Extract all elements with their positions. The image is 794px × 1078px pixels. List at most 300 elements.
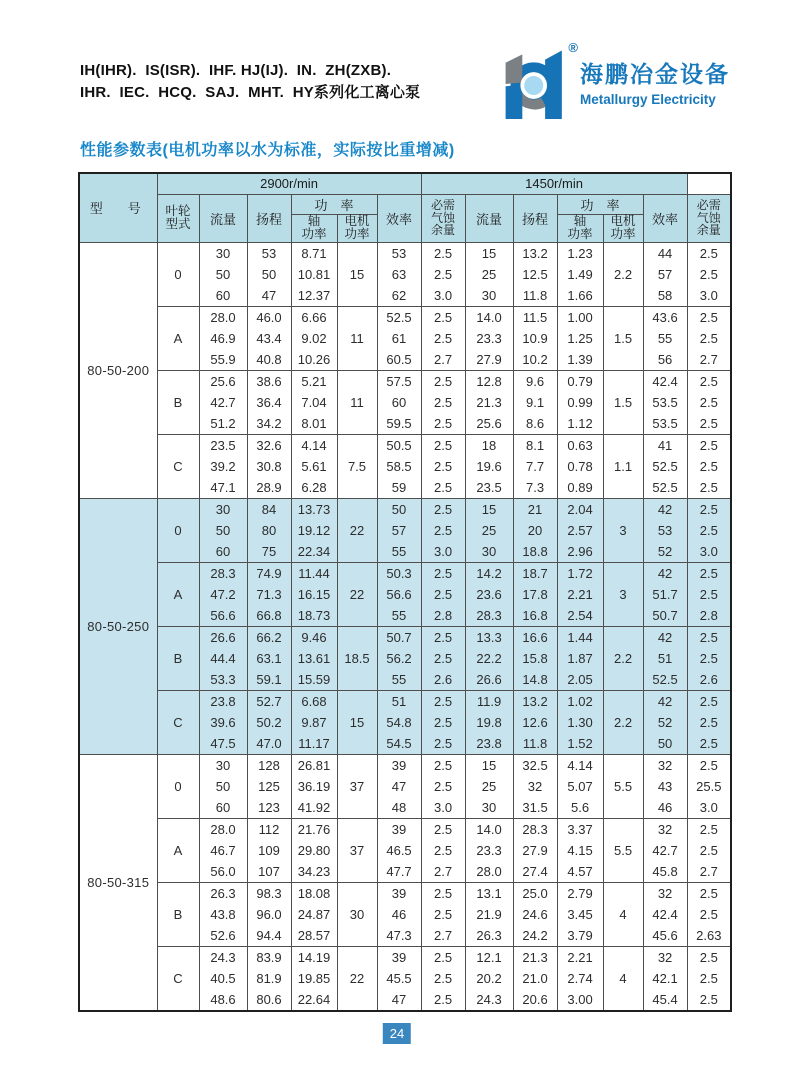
efficiency-cell-1450	[643, 306, 687, 370]
npsh-cell-1450-value: 2.5	[699, 309, 718, 325]
flow-cell-2900-value: 50	[215, 778, 231, 794]
impeller-cell: B	[157, 626, 199, 690]
impeller-cell: C	[157, 690, 199, 754]
head-cell-1450-value: 10.9	[522, 330, 548, 346]
flow-cell-2900	[199, 754, 247, 818]
flow-cell-2900-value: 30	[215, 501, 231, 517]
npsh-cell-1450-value: 3.0	[699, 543, 718, 559]
efficiency-cell-1450-value: 53	[657, 522, 673, 538]
shaft-power-cell-1450-value: 1.00	[567, 309, 593, 325]
head-cell-2900	[247, 626, 291, 690]
motor-power-cell-1450: 4	[603, 882, 643, 946]
npsh-cell-1450-value: 25.5	[696, 778, 722, 794]
head-cell-1450-value: 7.7	[525, 458, 545, 474]
efficiency-cell-2900-value: 59.5	[386, 415, 412, 431]
head-cell-1450-value: 7.3	[525, 479, 545, 495]
head-cell-2900-value: 50.2	[256, 714, 282, 730]
head-cell-1450-value: 16.8	[522, 607, 548, 623]
shaft-power-cell-1450-value: 0.63	[567, 437, 593, 453]
company-logo	[498, 40, 742, 124]
efficiency-cell-1450-value: 51	[657, 650, 673, 666]
npsh-cell-2900-value: 2.5	[433, 522, 453, 538]
head-cell-1450	[513, 754, 557, 818]
shaft-power-cell-2900-value: 11.17	[298, 735, 330, 751]
efficiency-cell-1450-value: 42	[657, 693, 673, 709]
npsh-cell-1450-value: 2.5	[699, 330, 718, 346]
head-cell-2900-value: 123	[258, 799, 280, 815]
npsh-cell-1450-value: 2.5	[699, 245, 718, 261]
npsh-cell-1450-value: 2.5	[699, 415, 718, 431]
flow-cell-1450-value: 26.3	[476, 927, 502, 943]
group-row	[79, 498, 731, 562]
shaft-power-cell-2900-value: 22.34	[297, 543, 331, 559]
efficiency-cell-2900-value: 47.3	[386, 927, 412, 943]
head-cell-1450-value: 18.7	[522, 565, 548, 581]
efficiency-cell-2900	[377, 434, 421, 498]
head-cell-1450-value: 24.6	[522, 906, 548, 922]
flow-cell-2900-value: 50	[215, 266, 231, 282]
shaft-power-cell-1450-value: 2.96	[567, 543, 593, 559]
shaft-power-cell-2900-value: 15.59	[297, 671, 331, 687]
head-cell-1450-value: 21.0	[522, 970, 548, 986]
series-codes	[80, 60, 420, 104]
efficiency-cell-1450-value: 45.8	[652, 863, 678, 879]
head-cell-2900-value: 43.4	[256, 330, 282, 346]
flow-cell-1450-value: 21.9	[476, 906, 502, 922]
shaft-power-cell-2900-value: 16.15	[297, 586, 331, 602]
efficiency-cell-1450-value: 41	[657, 437, 673, 453]
npsh-cell-2900-value: 2.8	[433, 607, 453, 623]
motor-power-cell-1450: 2.2	[603, 690, 643, 754]
flow-cell-2900-value: 26.6	[210, 629, 236, 645]
head-cell-2900-value: 84	[261, 501, 277, 517]
flow-cell-2900	[199, 690, 247, 754]
npsh-cell-2900-value: 2.5	[433, 501, 453, 517]
efficiency-cell-1450-value: 50.7	[652, 607, 678, 623]
flow-cell-1450-value: 28.0	[476, 863, 502, 879]
motor-power-cell-2900: 7.5	[337, 434, 377, 498]
shaft-power-cell-1450	[557, 562, 603, 626]
motor-power-cell-1450: 3	[603, 562, 643, 626]
efficiency-cell-1450	[643, 690, 687, 754]
head-cell-2900-value: 32.6	[256, 437, 282, 453]
flow-cell-2900-value: 48.6	[210, 991, 236, 1007]
efficiency-cell-2900-value: 53	[391, 245, 407, 261]
npsh-cell-1450-value: 2.5	[699, 266, 718, 282]
group-row	[79, 882, 731, 946]
flow-cell-1450-value: 28.3	[476, 607, 502, 623]
efficiency-cell-2900	[377, 754, 421, 818]
shaft-power-cell-2900-value: 10.81	[297, 266, 331, 282]
motor-power-cell-1450: 1.5	[603, 370, 643, 434]
logo-name-cn: 海鹏冶金设备	[580, 61, 730, 87]
npsh-cell-1450	[687, 498, 731, 562]
npsh-cell-2900-value: 2.7	[433, 863, 453, 879]
shaft-power-cell-2900-value: 41.92	[297, 799, 331, 815]
shaft-power-cell-1450	[557, 882, 603, 946]
npsh-cell-2900-value: 2.5	[433, 949, 453, 965]
npsh-cell-2900-value: 3.0	[433, 287, 453, 303]
flow-cell-1450-value: 23.8	[476, 735, 502, 751]
flow-cell-2900	[199, 562, 247, 626]
flow-cell-1450-value: 25	[481, 522, 497, 538]
shaft-power-cell-2900	[291, 818, 337, 882]
shaft-power-cell-2900-value: 19.85	[297, 970, 331, 986]
shaft-power-cell-1450-value: 4.57	[567, 863, 593, 879]
npsh-cell-1450-value: 2.5	[699, 522, 718, 538]
efficiency-cell-2900-value: 50.7	[386, 629, 412, 645]
head-cell-2900-value: 66.8	[256, 607, 282, 623]
motor-power-cell-1450: 2.2	[603, 242, 643, 306]
efficiency-cell-2900-value: 46	[391, 906, 407, 922]
flow-cell-2900-value: 40.5	[210, 970, 236, 986]
flow-cell-1450-value: 26.6	[476, 671, 502, 687]
head-cell-1450-value: 11.5	[522, 309, 548, 325]
header-speed-1450: 1450r/min	[421, 173, 687, 194]
header-shaft-power-2900: 轴 功率	[291, 214, 337, 242]
shaft-power-cell-2900-value: 26.81	[297, 757, 331, 773]
head-cell-1450	[513, 626, 557, 690]
flow-cell-2900-value: 50	[215, 522, 231, 538]
shaft-power-cell-1450-value: 0.89	[567, 479, 593, 495]
efficiency-cell-1450	[643, 754, 687, 818]
efficiency-cell-2900-value: 50	[391, 501, 407, 517]
header-power-1450: 功 率	[557, 194, 643, 214]
flow-cell-2900-value: 28.0	[210, 309, 236, 325]
head-cell-2900-value: 36.4	[256, 394, 282, 410]
header-model: 型 号	[79, 173, 157, 242]
flow-cell-2900-value: 52.6	[210, 927, 236, 943]
npsh-cell-2900-value: 2.5	[433, 629, 453, 645]
flow-cell-1450-value: 15	[481, 245, 497, 261]
npsh-cell-2900-value: 2.5	[433, 245, 453, 261]
npsh-cell-2900-value: 3.0	[433, 543, 453, 559]
group-row	[79, 434, 731, 498]
flow-cell-1450-value: 12.1	[476, 949, 502, 965]
flow-cell-2900-value: 28.0	[210, 821, 236, 837]
npsh-cell-1450-value: 2.7	[699, 863, 718, 879]
flow-cell-2900	[199, 946, 247, 1011]
efficiency-cell-1450-value: 45.6	[652, 927, 678, 943]
shaft-power-cell-1450-value: 3.37	[567, 821, 593, 837]
flow-cell-1450-value: 22.2	[476, 650, 502, 666]
logo-mark-icon	[498, 40, 578, 124]
efficiency-cell-2900-value: 55	[391, 607, 407, 623]
header-speed-2900: 2900r/min	[157, 173, 421, 194]
efficiency-cell-2900	[377, 946, 421, 1011]
npsh-cell-1450	[687, 370, 731, 434]
npsh-cell-1450-value: 2.63	[696, 927, 722, 943]
npsh-cell-2900-value: 2.5	[433, 970, 453, 986]
shaft-power-cell-1450-value: 1.52	[567, 735, 593, 751]
efficiency-cell-1450-value: 42.7	[652, 842, 678, 858]
head-cell-2900-value: 40.8	[256, 351, 282, 367]
npsh-cell-1450-value: 2.5	[699, 842, 718, 858]
head-cell-2900-value: 59.1	[256, 671, 282, 687]
shaft-power-cell-1450-value: 2.57	[567, 522, 593, 538]
shaft-power-cell-2900-value: 36.19	[297, 778, 331, 794]
head-cell-1450	[513, 562, 557, 626]
npsh-cell-1450-value: 2.5	[699, 501, 718, 517]
head-cell-2900-value: 94.4	[256, 927, 282, 943]
efficiency-cell-2900	[377, 370, 421, 434]
h-monogram-icon	[498, 44, 574, 124]
npsh-cell-1450	[687, 818, 731, 882]
efficiency-cell-2900-value: 63	[391, 266, 407, 282]
efficiency-cell-2900	[377, 498, 421, 562]
head-cell-2900-value: 75	[261, 543, 277, 559]
flow-cell-2900-value: 46.9	[210, 330, 236, 346]
efficiency-cell-1450-value: 58	[657, 287, 673, 303]
npsh-cell-1450	[687, 242, 731, 306]
shaft-power-cell-2900-value: 24.87	[297, 906, 331, 922]
flow-cell-2900-value: 60	[215, 799, 231, 815]
efficiency-cell-2900-value: 51	[391, 693, 407, 709]
series-line-1: IH(IHR). IS(ISR). IHF. HJ(IJ). IN. ZH(ZXB).	[80, 62, 392, 79]
flow-cell-1450	[465, 882, 513, 946]
shaft-power-cell-2900-value: 29.80	[297, 842, 331, 858]
flow-cell-2900-value: 51.2	[210, 415, 236, 431]
head-cell-2900	[247, 370, 291, 434]
shaft-power-cell-1450-value: 3.79	[567, 927, 593, 943]
head-cell-1450-value: 25.0	[522, 885, 548, 901]
efficiency-cell-2900-value: 59	[391, 479, 407, 495]
motor-power-cell-2900: 11	[337, 370, 377, 434]
npsh-cell-1450-value: 2.5	[699, 991, 718, 1007]
flow-cell-2900	[199, 370, 247, 434]
efficiency-cell-1450-value: 57	[657, 266, 673, 282]
head-cell-1450-value: 32.5	[522, 757, 548, 773]
header-npsh-1450: 必需 气蚀 余量	[687, 194, 731, 242]
head-cell-2900	[247, 946, 291, 1011]
efficiency-cell-1450-value: 46	[657, 799, 673, 815]
performance-table-wrap	[78, 172, 732, 1012]
npsh-cell-2900-value: 2.5	[433, 266, 453, 282]
efficiency-cell-2900	[377, 626, 421, 690]
head-cell-2900-value: 28.9	[256, 479, 282, 495]
npsh-cell-1450	[687, 434, 731, 498]
npsh-cell-1450-value: 2.6	[699, 671, 718, 687]
efficiency-cell-2900	[377, 562, 421, 626]
head-cell-2900-value: 46.0	[256, 309, 282, 325]
npsh-cell-2900	[421, 498, 465, 562]
head-cell-2900	[247, 242, 291, 306]
shaft-power-cell-2900-value: 9.02	[301, 330, 327, 346]
flow-cell-1450-value: 25	[481, 266, 497, 282]
head-cell-2900-value: 34.2	[256, 415, 282, 431]
efficiency-cell-2900-value: 50.3	[386, 565, 412, 581]
flow-cell-2900	[199, 242, 247, 306]
shaft-power-cell-1450	[557, 818, 603, 882]
head-cell-1450-value: 17.8	[522, 586, 548, 602]
efficiency-cell-1450-value: 53.5	[652, 415, 678, 431]
efficiency-cell-2900-value: 54.5	[386, 735, 412, 751]
flow-cell-1450-value: 13.1	[476, 885, 502, 901]
efficiency-cell-1450-value: 51.7	[652, 586, 678, 602]
head-cell-1450-value: 21	[527, 501, 543, 517]
head-cell-1450-value: 28.3	[522, 821, 548, 837]
shaft-power-cell-2900-value: 22.64	[297, 991, 331, 1007]
efficiency-cell-1450-value: 42	[657, 629, 673, 645]
group-row	[79, 242, 731, 306]
efficiency-cell-2900-value: 62	[391, 287, 407, 303]
flow-cell-2900-value: 30	[215, 757, 231, 773]
shaft-power-cell-2900-value: 11.44	[298, 565, 330, 581]
head-cell-1450-value: 10.2	[522, 351, 548, 367]
flow-cell-1450-value: 14.0	[476, 309, 502, 325]
flow-cell-1450-value: 15	[481, 501, 497, 517]
efficiency-cell-2900-value: 39	[391, 949, 407, 965]
header-flow-1450: 流量	[465, 194, 513, 242]
head-cell-2900	[247, 498, 291, 562]
impeller-cell: 0	[157, 498, 199, 562]
npsh-cell-1450-value: 2.5	[699, 693, 718, 709]
shaft-power-cell-2900	[291, 434, 337, 498]
head-cell-1450-value: 9.1	[525, 394, 545, 410]
npsh-cell-2900	[421, 946, 465, 1011]
efficiency-cell-1450-value: 55	[657, 330, 673, 346]
npsh-cell-1450-value: 2.7	[699, 351, 718, 367]
shaft-power-cell-1450-value: 1.02	[567, 693, 593, 709]
shaft-power-cell-1450	[557, 626, 603, 690]
flow-cell-1450-value: 18	[481, 437, 497, 453]
header-eff-2900: 效率	[377, 194, 421, 242]
efficiency-cell-1450-value: 52.5	[652, 458, 678, 474]
efficiency-cell-2900-value: 47.7	[386, 863, 412, 879]
npsh-cell-1450-value: 2.5	[699, 458, 718, 474]
flow-cell-1450-value: 11.9	[476, 693, 502, 709]
flow-cell-2900-value: 23.5	[210, 437, 236, 453]
motor-power-cell-1450: 2.2	[603, 626, 643, 690]
efficiency-cell-1450	[643, 562, 687, 626]
head-cell-2900-value: 125	[258, 778, 280, 794]
npsh-cell-1450-value: 2.5	[699, 394, 718, 410]
motor-power-cell-2900: 11	[337, 306, 377, 370]
shaft-power-cell-2900-value: 6.66	[301, 309, 327, 325]
shaft-power-cell-1450-value: 1.66	[567, 287, 593, 303]
group-row	[79, 754, 731, 818]
performance-table	[78, 172, 732, 1012]
efficiency-cell-2900-value: 54.8	[386, 714, 412, 730]
npsh-cell-1450-value: 2.5	[699, 821, 718, 837]
flow-cell-1450	[465, 306, 513, 370]
npsh-cell-2900-value: 2.5	[433, 757, 453, 773]
flow-cell-1450	[465, 498, 513, 562]
flow-cell-1450-value: 30	[481, 543, 497, 559]
flow-cell-2900-value: 55.9	[210, 351, 236, 367]
flow-cell-1450	[465, 434, 513, 498]
shaft-power-cell-2900-value: 10.26	[297, 351, 331, 367]
head-cell-1450-value: 27.9	[522, 842, 548, 858]
npsh-cell-1450-value: 2.5	[699, 565, 718, 581]
npsh-cell-2900-value: 2.5	[433, 437, 453, 453]
flow-cell-2900	[199, 306, 247, 370]
npsh-cell-2900-value: 2.5	[433, 991, 453, 1007]
efficiency-cell-1450	[643, 242, 687, 306]
npsh-cell-1450-value: 2.5	[699, 906, 718, 922]
npsh-cell-2900-value: 2.5	[433, 693, 453, 709]
head-cell-1450-value: 11.8	[522, 287, 548, 303]
head-cell-2900	[247, 306, 291, 370]
efficiency-cell-1450-value: 32	[657, 821, 673, 837]
head-cell-2900-value: 30.8	[256, 458, 282, 474]
shaft-power-cell-2900-value: 9.46	[301, 629, 327, 645]
npsh-cell-1450	[687, 306, 731, 370]
shaft-power-cell-1450-value: 0.99	[567, 394, 593, 410]
efficiency-cell-1450	[643, 626, 687, 690]
flow-cell-1450-value: 30	[481, 799, 497, 815]
efficiency-cell-1450-value: 52.5	[652, 479, 678, 495]
head-cell-1450-value: 12.6	[522, 714, 548, 730]
head-cell-2900-value: 83.9	[256, 949, 282, 965]
efficiency-cell-1450-value: 42	[657, 501, 673, 517]
npsh-cell-2900-value: 2.7	[433, 351, 453, 367]
shaft-power-cell-2900-value: 8.71	[301, 245, 327, 261]
head-cell-2900-value: 112	[258, 821, 280, 837]
flow-cell-2900-value: 56.6	[210, 607, 236, 623]
impeller-cell: B	[157, 370, 199, 434]
shaft-power-cell-2900	[291, 498, 337, 562]
table-body	[79, 242, 731, 1011]
npsh-cell-1450-value: 2.5	[699, 949, 718, 965]
flow-cell-1450-value: 12.8	[476, 373, 502, 389]
npsh-cell-2900-value: 2.5	[433, 821, 453, 837]
model-cell: 80-50-315	[79, 754, 157, 1011]
efficiency-cell-2900-value: 60	[391, 394, 407, 410]
motor-power-cell-1450: 4	[603, 946, 643, 1011]
npsh-cell-2900	[421, 242, 465, 306]
impeller-cell: 0	[157, 242, 199, 306]
head-cell-1450-value: 24.2	[522, 927, 548, 943]
head-cell-1450-value: 9.6	[525, 373, 545, 389]
head-cell-1450-value: 11.8	[522, 735, 548, 751]
shaft-power-cell-2900-value: 18.73	[297, 607, 331, 623]
head-cell-1450	[513, 690, 557, 754]
efficiency-cell-1450	[643, 370, 687, 434]
group-row	[79, 690, 731, 754]
efficiency-cell-2900-value: 46.5	[386, 842, 412, 858]
efficiency-cell-2900-value: 61	[391, 330, 407, 346]
head-cell-1450-value: 18.8	[522, 543, 548, 559]
flow-cell-2900-value: 46.7	[210, 842, 236, 858]
head-cell-1450-value: 20	[527, 522, 543, 538]
motor-power-cell-2900: 15	[337, 690, 377, 754]
header-flow-2900: 流量	[199, 194, 247, 242]
impeller-cell: C	[157, 946, 199, 1011]
efficiency-cell-1450-value: 52	[657, 714, 673, 730]
head-cell-2900-value: 71.3	[256, 586, 282, 602]
npsh-cell-2900-value: 2.5	[433, 479, 453, 495]
shaft-power-cell-1450-value: 0.79	[567, 373, 593, 389]
header-shaft-power-1450: 轴 功率	[557, 214, 603, 242]
npsh-cell-2900-value: 2.5	[433, 735, 453, 751]
group-row	[79, 562, 731, 626]
motor-power-cell-2900: 22	[337, 498, 377, 562]
shaft-power-cell-1450-value: 1.30	[567, 714, 593, 730]
head-cell-1450	[513, 306, 557, 370]
flow-cell-1450-value: 21.3	[476, 394, 502, 410]
shaft-power-cell-1450	[557, 242, 603, 306]
efficiency-cell-2900-value: 58.5	[386, 458, 412, 474]
motor-power-cell-1450: 5.5	[603, 754, 643, 818]
shaft-power-cell-2900	[291, 690, 337, 754]
npsh-cell-1450-value: 2.5	[699, 714, 718, 730]
flow-cell-2900	[199, 626, 247, 690]
npsh-cell-2900-value: 2.5	[433, 394, 453, 410]
shaft-power-cell-2900	[291, 242, 337, 306]
efficiency-cell-2900	[377, 690, 421, 754]
motor-power-cell-2900: 15	[337, 242, 377, 306]
